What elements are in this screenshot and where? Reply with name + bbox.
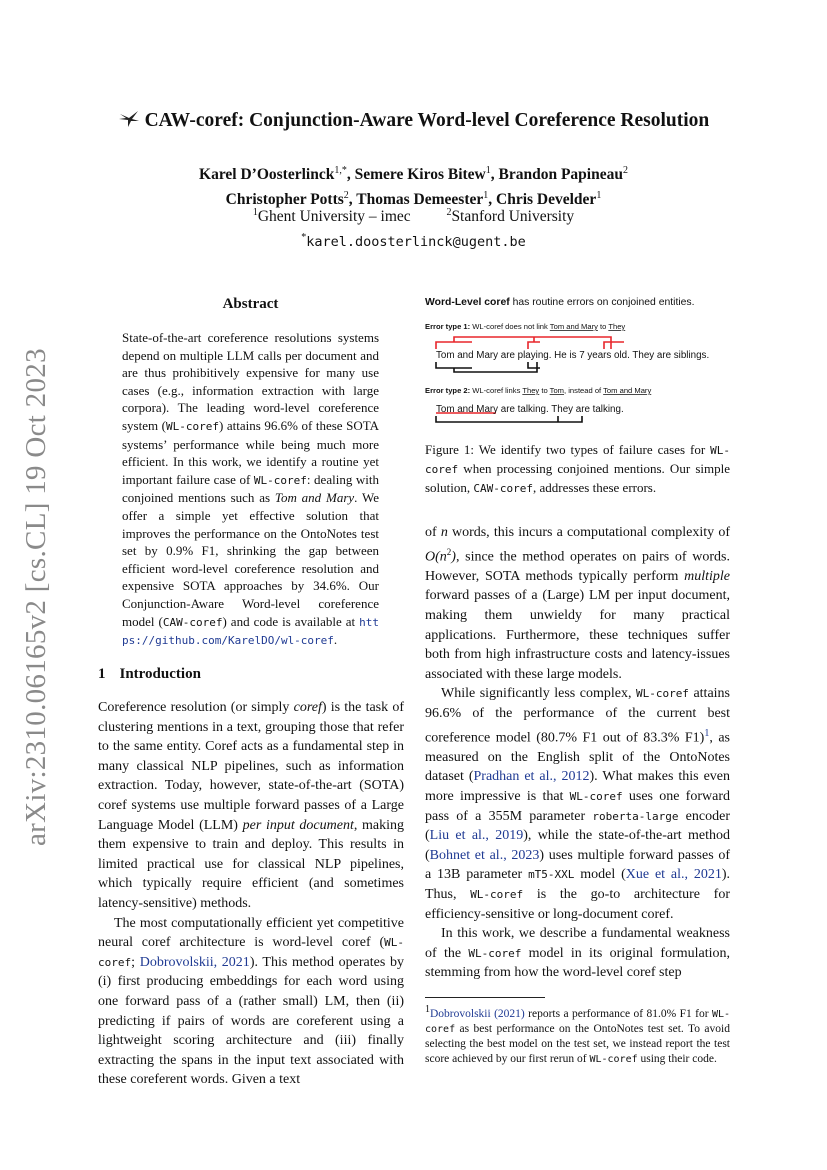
section-heading-introduction: 1 Introduction [98,666,201,682]
author-name: Brandon Papineau [498,166,623,184]
affiliation-stanford: Stanford University [451,208,575,226]
footnote-1: $^1$Dobrovolskii (2021) reports a performance of 81.0% F1 for WL-coref as best performance on the OntoNotes test set. To avoid selecting the best model on the test set, we instead report the test score achieved by our first rerun of WL-coref using their code. [425,1004,731,1066]
citation-link[interactable]: Bohnet et al., 2023 [429,847,540,863]
error-1-red-link [436,337,624,349]
author-name: Chris Develder [496,191,597,209]
error-type-1-label: Error type 1: WL-coref does not link Tom and Mary to They [425,322,626,331]
citation-link[interactable]: Dobrovolskii (2021) [430,1007,525,1020]
citation-link[interactable]: Dobrovolskii, 2021 [139,954,250,970]
figure-1-caption: Figure 1: We identify two types of failure cases for WL-coref when processing conjoined mentions. Our simple solution, CAW-coref, addresses these errors. [425,442,730,495]
code-repo-link[interactable]: https://github.com/KarelDO/wl-coref [122,615,380,648]
author-name: Karel D’Oosterlinck [199,166,335,184]
intro-right-column [425,523,730,983]
affiliations: $^1$Ghent University – imec $^2$Stanford University *karel.doosterlinck@ugent.be [252,207,575,251]
author-name: Semere Kiros Bitew [354,166,486,184]
citation-link[interactable]: Xue et al., 2021 [625,867,722,883]
arxiv-side-stamp: arXiv:2310.06165v2 [cs.CL] 19 Oct 2023 [20,348,52,846]
example-sentence-1: Tom and Mary are playing. He is 7 years old. They are siblings. [436,350,710,361]
paragraph: of n words, this incurs a computational complexity of $O(n^2)$, since the method operates on pairs of words. However, SOTA methods typically perform multiple forward passes of a (Large) LM per input document, making them unwieldy for many practical applications. Furthermore, these techniques suffer both from high infrastructure costs and latency-issues associated with these large models. [425,525,730,682]
error-type-2-label: Error type 2: WL-coref links They to Tom, instead of Tom and Mary [425,386,652,395]
paper-title: CAW-coref: Conjunction-Aware Word-level Coreference Resolution [0,110,827,132]
swallow-logo-icon [118,110,145,131]
citation-link[interactable]: Liu et al., 2019 [429,828,524,844]
figure-title: Word-Level coref has routine errors on conjoined entities. [425,297,695,308]
footnote-marker[interactable]: 1 [704,727,710,739]
figure-1 [424,292,730,426]
error-1-black-link [436,362,540,372]
author-list: Karel D’Oosterlinck$^{1,*}$, Semere Kiros Bitew$^1$, Brandon Papineau$^2$ Christopher Potts$^2$, Thomas Demeester$^1$, Chris Develder$^1$ [199,165,628,209]
author-email[interactable]: karel.doosterlinck@ugent.be [306,234,526,251]
paragraph: While significantly less complex, WL-coref attains 96.6% of the performance of the current best coreference model (80.7% F1 out of 83.3% F1)$^1$, as measured on the English split of the OntoNotes dataset (Pradhan et al., 2012). What makes this even more impressive is that WL-coref uses one forward pass of a 355M parameter roberta-large encoder (Liu et al., 2019), while the state-of-the-art method (Bohnet et al., 2023) uses multiple forward passes of a 13B parameter mT5-XXL model (Xue et al., 2021). Thus, WL-coref is the go-to architecture for efficiency-sensitive or long-document coref. [425,686,731,922]
error-2-black-link [436,416,582,422]
paragraph: In this work, we describe a fundamental weakness of the WL-coref model in its original formulation, stemming from how the word-level coref step [425,926,730,981]
author-name: Christopher Potts [225,191,344,209]
author-name: Thomas Demeester [356,191,484,209]
intro-left-column [98,698,404,1090]
paragraph: The most computationally efficient yet competitive neural coref architecture is word-level coref (WL-coref; Dobrovolskii, 2021). This method operates by (i) first producing embeddings for each word using one forward pass of a (rather small) LM, then (ii) predicting if pairs of words are coreferent using a lightweight scoring architecture and (iii) finally extracting the spans in the input text associated with these coreferent words. Given a text [98,915,405,1088]
footnote-rule [425,997,545,998]
affiliation-ghent: Ghent University – imec [257,208,411,226]
paragraph: Coreference resolution (or simply coref) is the task of clustering mentions in a text, grouping those that refer to the same entity. Coref acts as a fundamental step in many classical NLP pipelines, such as information extraction. Today, however, state-of-the-art (SOTA) coref systems use multiple forward passes of a Large Language Model (LLM) per input document, making them expensive to train and deploy. This results in limited practical use for classical NLP pipelines, which typically require efficient (and sometimes latency-sensitive) methods. [98,700,404,911]
abstract-body: State-of-the-art coreference resolutions systems depend on multiple LLM calls per document and are thus prohibitively expensive for many use cases (e.g., information extraction with large corpora). The leading word-level coreference system (WL-coref) attains 96.6% of these SOTA systems’ performance while being much more efficient. In this work, we identify a routine yet important failure case of WL-coref: dealing with conjoined mentions such as Tom and Mary. We offer a simple yet effective solution that improves the performance on the OntoNotes test set by 0.9% F1, shrinking the gap between efficient word-level coreference resolution and expensive SOTA approaches by 34.6%. Our Conjunction-Aware Word-level coreference model (CAW-coref) and code is available at https://github.com/KarelDO/wl-coref. [122,330,380,648]
abstract-heading: Abstract [222,296,279,312]
citation-link[interactable]: Pradhan et al., 2012 [473,769,590,785]
example-sentence-2: Tom and Mary are talking. They are talking. [436,404,624,415]
